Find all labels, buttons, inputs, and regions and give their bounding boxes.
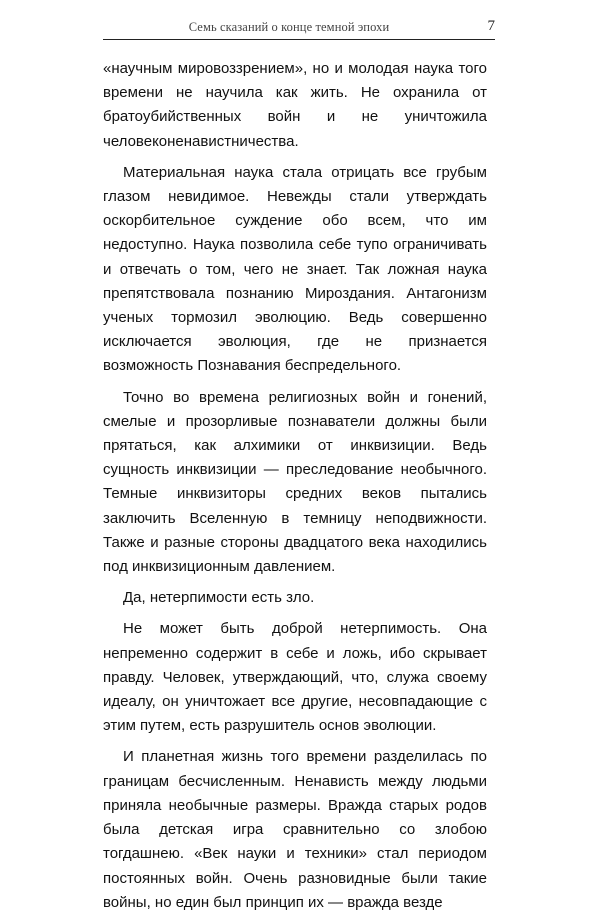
body-text	[103, 57, 487, 922]
paragraph: Точно во времена религиозных войн и гонений, смелые и прозорливые познаватели должны были прятаться, как алхимики от инквизиции. Ведь сущность инквизиции — преследование необычного. Темные инквизиторы средних веков пытались заключить Вселенную в темницу неподвижности. Также и разные стороны двадцатого века находились под инквизиционным давлением.	[103, 388, 487, 576]
running-header	[103, 17, 495, 40]
paragraph: Не может быть доброй нетерпимость. Она непременно содержит в себе и ложь, ибо скрывает правду. Человек, утверждающий, что, служа своему идеалу, он уничтожает все другие, несовпадающие с этим путем, есть разрушитель основ эволюции.	[103, 620, 487, 735]
paragraph: Да, нетерпимости есть зло.	[123, 589, 315, 607]
page-number: 7	[487, 18, 495, 34]
paragraph: «научным мировоззрением», но и молодая наука того времени не научила как жить. Не охранила от братоубийственных войн и не уничтожила человеконенавистничества.	[103, 60, 487, 150]
paragraph: Материальная наука стала отрицать все грубым глазом невидимое. Невежды стали утверждать оскорбительное суждение обо всем, что им недоступно. Наука позволила себе тупо ограничивать и отвечать о том, чего не знает. Так ложная наука препятствовала познанию Мироздания. Антагонизм ученых тормозил эволюцию. Ведь совершенно исключается эволюция, где не признается возможность Познавания беспредельного.	[103, 163, 487, 375]
running-title: Семь сказаний о конце темной эпохи	[188, 20, 390, 34]
paragraph: И планетная жизнь того времени разделилась по границам бесчисленным. Ненависть между людьми приняла необычные размеры. Вражда старых родов была детская игра сравнительно со злобою тогдашнею. «Век науки и техники» стал периодом постоянных войн. Очень разновидные были такие войны, но един был принцип их — вражда везде	[103, 748, 487, 911]
